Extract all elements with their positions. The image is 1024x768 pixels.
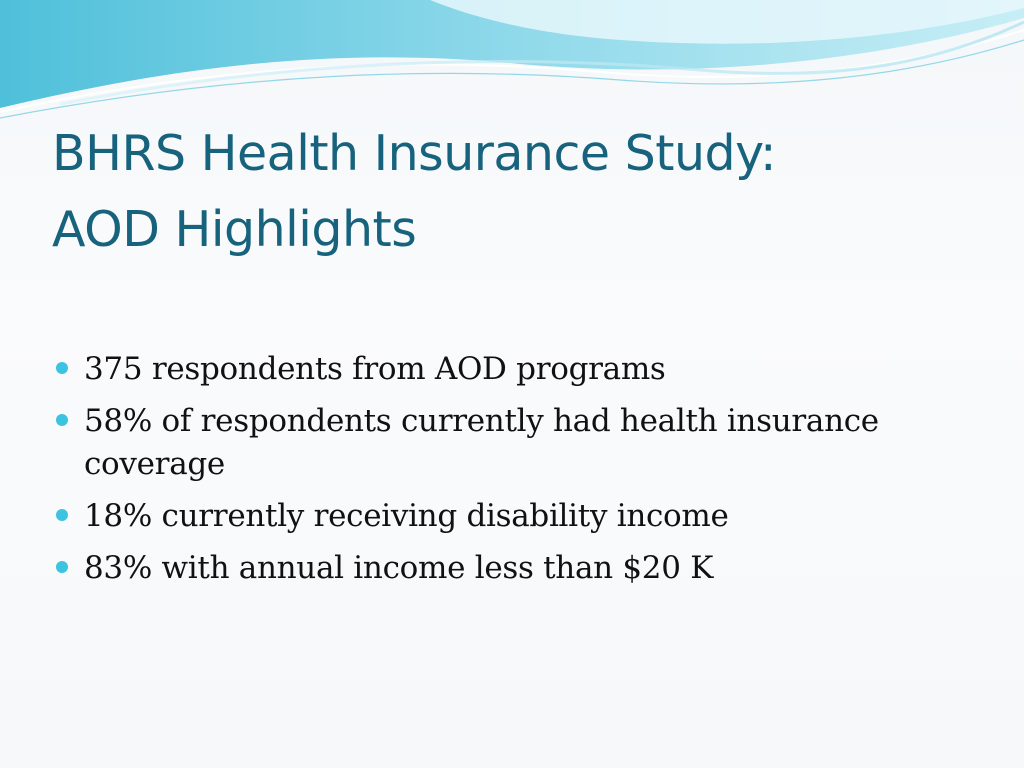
bullet-item [56,400,936,486]
bullet-text: 83% with annual income less than $20 K [84,550,714,586]
bullet-text: 58% of respondents currently had health insurance coverage [84,403,879,482]
bullet-text: 375 respondents from AOD programs [84,351,666,387]
bullet-list [56,348,936,599]
title-line-2: AOD Highlights [52,201,417,258]
title-line-1: BHRS Health Insurance Study: [52,125,777,182]
bullet-item [56,495,936,538]
bullet-dot-icon [56,509,68,521]
bullet-dot-icon [56,414,68,426]
bullet-item [56,348,936,391]
slide-title [52,116,952,268]
header-wave-decoration [0,0,1024,130]
bullet-text: 18% currently receiving disability income [84,498,729,534]
bullet-dot-icon [56,362,68,374]
bullet-item [56,547,936,590]
bullet-dot-icon [56,561,68,573]
